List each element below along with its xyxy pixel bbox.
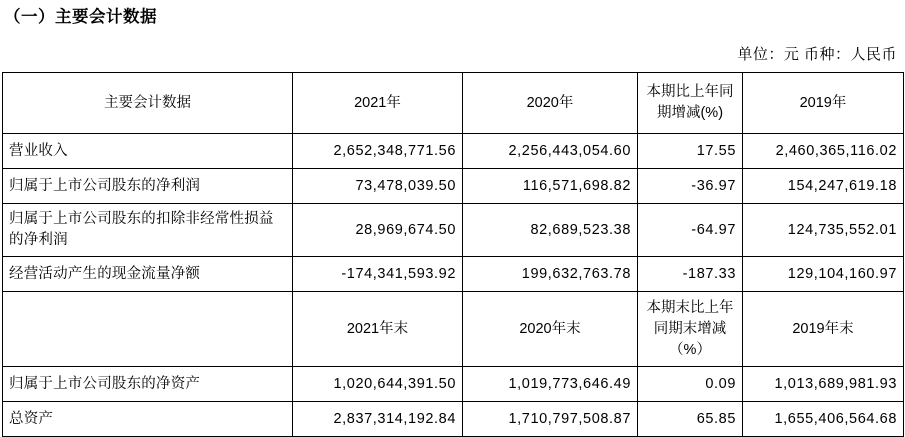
header-cell-2020: 2020年 xyxy=(463,73,638,134)
table-subheader-row xyxy=(3,292,904,367)
row-value-2021: 2,837,314,192.84 xyxy=(293,402,463,437)
row-label: 归属于上市公司股东的扣除非经常性损益的净利润 xyxy=(3,204,293,257)
page-title: （一）主要会计数据 xyxy=(4,8,157,26)
row-value-2020: 199,632,763.78 xyxy=(463,257,638,292)
row-value-2019: 1,013,689,981.93 xyxy=(743,367,904,402)
header-cell-2021: 2021年 xyxy=(293,73,463,134)
subheader-cell-2021: 2021年末 xyxy=(293,292,463,367)
row-value-change: -36.97 xyxy=(638,169,743,204)
table-row xyxy=(3,402,904,437)
row-label: 归属于上市公司股东的净利润 xyxy=(3,169,293,204)
row-label: 营业收入 xyxy=(3,134,293,169)
row-value-2019: 154,247,619.18 xyxy=(743,169,904,204)
row-value-2020: 1,710,797,508.87 xyxy=(463,402,638,437)
row-value-2021: 2,652,348,771.56 xyxy=(293,134,463,169)
main-accounting-data-table xyxy=(2,72,904,437)
header-cell-change: 本期比上年同期增减(%) xyxy=(638,73,743,134)
row-value-2021: 73,478,039.50 xyxy=(293,169,463,204)
row-value-change: -187.33 xyxy=(638,257,743,292)
subheader-cell-change: 本期末比上年同期末增减（%） xyxy=(638,292,743,367)
row-value-2019: 129,104,160.97 xyxy=(743,257,904,292)
row-value-2019: 124,735,552.01 xyxy=(743,204,904,257)
row-value-2021: -174,341,593.92 xyxy=(293,257,463,292)
row-value-change: -64.97 xyxy=(638,204,743,257)
row-value-2020: 2,256,443,054.60 xyxy=(463,134,638,169)
row-value-2020: 116,571,698.82 xyxy=(463,169,638,204)
row-value-change: 0.09 xyxy=(638,367,743,402)
table-row xyxy=(3,367,904,402)
row-label: 经营活动产生的现金流量净额 xyxy=(3,257,293,292)
table-row xyxy=(3,204,904,257)
row-value-change: 17.55 xyxy=(638,134,743,169)
row-value-2019: 1,655,406,564.68 xyxy=(743,402,904,437)
subheader-cell-2020: 2020年末 xyxy=(463,292,638,367)
row-value-2021: 1,020,644,391.50 xyxy=(293,367,463,402)
header-cell-label: 主要会计数据 xyxy=(3,73,293,134)
header-cell-2019: 2019年 xyxy=(743,73,904,134)
table-header-row xyxy=(3,73,904,134)
row-label: 总资产 xyxy=(3,402,293,437)
row-value-change: 65.85 xyxy=(638,402,743,437)
subheader-cell-2019: 2019年末 xyxy=(743,292,904,367)
row-value-2019: 2,460,365,116.02 xyxy=(743,134,904,169)
table-row xyxy=(3,134,904,169)
subheader-cell-label xyxy=(3,292,293,367)
table-row xyxy=(3,169,904,204)
row-label: 归属于上市公司股东的净资产 xyxy=(3,367,293,402)
table-row xyxy=(3,257,904,292)
row-value-2020: 82,689,523.38 xyxy=(463,204,638,257)
unit-note: 单位：元 币种：人民币 xyxy=(737,46,897,64)
row-value-2020: 1,019,773,646.49 xyxy=(463,367,638,402)
row-value-2021: 28,969,674.50 xyxy=(293,204,463,257)
